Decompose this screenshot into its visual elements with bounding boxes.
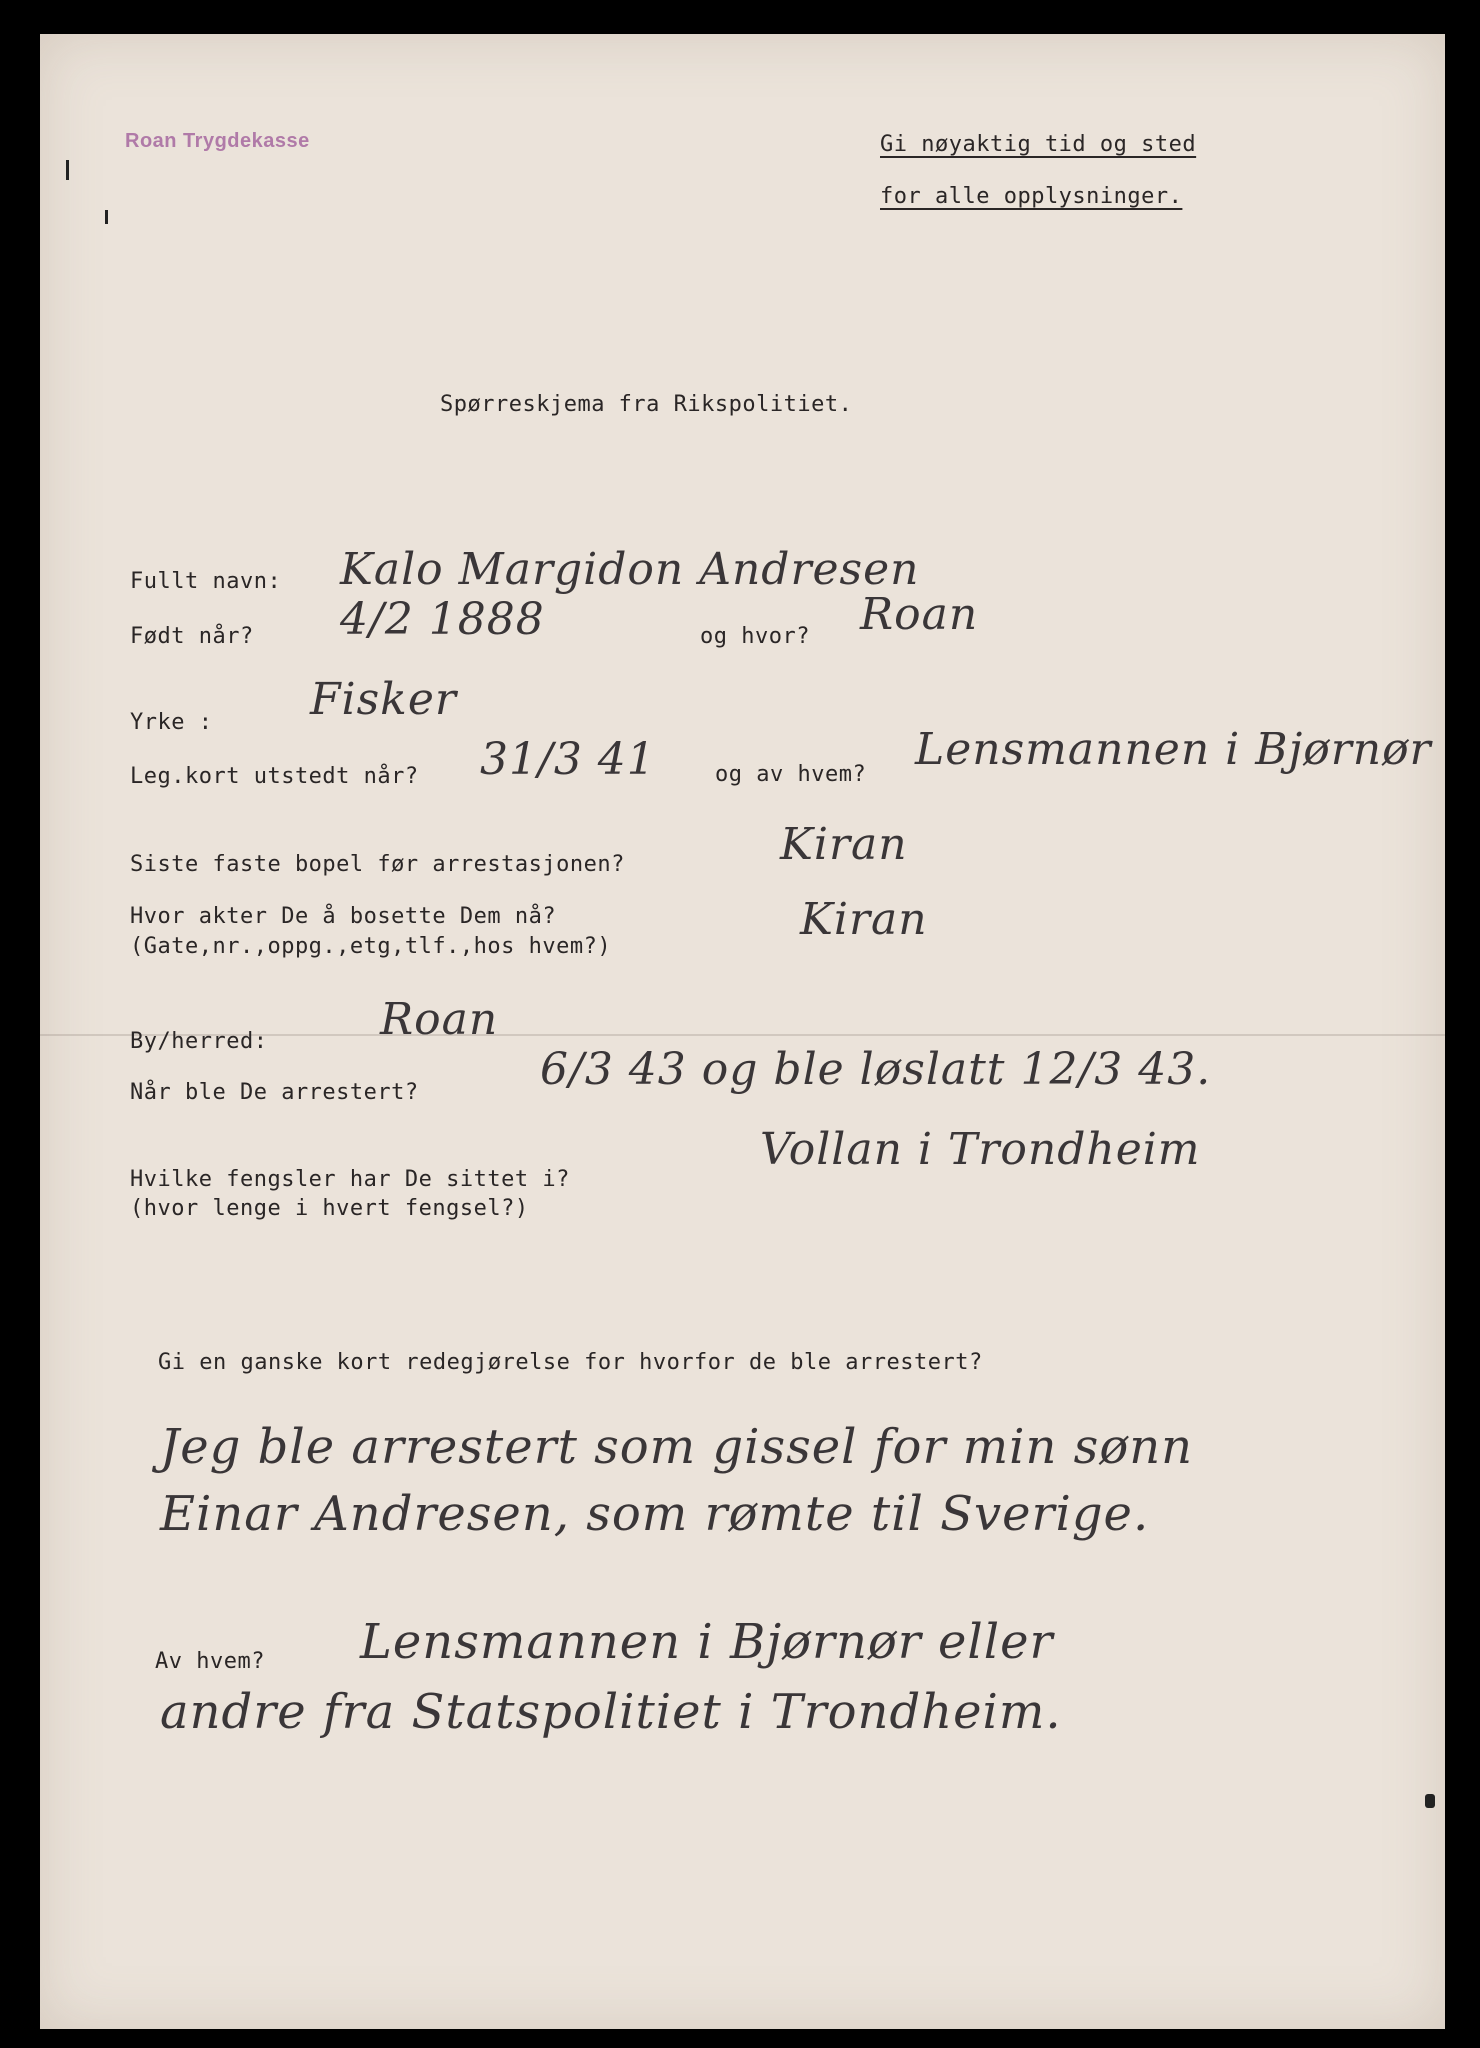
value-by-whom-line2: andre fra Statspolitiet i Trondheim. [160, 1684, 1062, 1740]
margin-mark-2 [105, 210, 108, 224]
value-fodt-hvor: Roan [860, 589, 979, 640]
value-legkort-nar: 31/3 41 [480, 734, 656, 785]
value-siste-bopel: Kiran [780, 819, 908, 870]
value-legkort-hvem: Lensmannen i Bjørnør [915, 724, 1432, 775]
value-by-herred: Roan [380, 994, 499, 1045]
value-reason-line1: Jeg ble arrestert som gissel for min sønn [160, 1419, 1194, 1475]
label-bosette-line1: Hvor akter De å bosette Dem nå? [130, 904, 557, 929]
label-fullt-navn: Fullt navn: [130, 569, 282, 594]
document-page [40, 34, 1445, 2029]
label-fodt-hvor: og hvor? [700, 624, 810, 649]
form-title: Spørreskjema fra Rikspolitiet. [440, 392, 853, 417]
label-legkort-nar: Leg.kort utstedt når? [130, 764, 419, 789]
edge-mark [1425, 1794, 1435, 1808]
value-fengsler: Vollan i Trondheim [760, 1124, 1201, 1175]
value-yrke: Fisker [310, 674, 457, 725]
label-fodt-nar: Født når? [130, 624, 254, 649]
value-fodt-nar: 4/2 1888 [340, 594, 545, 645]
label-arrestert: Når ble De arrestert? [130, 1080, 419, 1105]
value-bosette: Kiran [800, 894, 928, 945]
header-note-line1: Gi nøyaktig tid og sted [880, 132, 1197, 157]
header-note-line2: for alle opplysninger. [880, 184, 1183, 209]
label-by-whom: Av hvem? [155, 1649, 265, 1674]
label-legkort-hvem: og av hvem? [715, 762, 867, 787]
label-siste-bopel: Siste faste bopel før arrestasjonen? [130, 852, 625, 877]
stamp-roan-trygdekasse: Roan Trygdekasse [125, 130, 310, 152]
value-arrestert: 6/3 43 og ble løslatt 12/3 43. [540, 1044, 1212, 1095]
label-fengsler-line1: Hvilke fengsler har De sittet i? [130, 1167, 570, 1192]
margin-mark-1 [66, 160, 69, 180]
label-yrke: Yrke : [130, 710, 213, 735]
label-bosette-line2: (Gate,nr.,oppg.,etg,tlf.,hos hvem?) [130, 934, 612, 959]
label-fengsler-line2: (hvor lenge i hvert fengsel?) [130, 1196, 529, 1221]
value-by-whom-line1: Lensmannen i Bjørnør eller [360, 1614, 1054, 1670]
label-by-herred: By/herred: [130, 1029, 268, 1054]
value-reason-line2: Einar Andresen, som rømte til Sverige. [160, 1486, 1150, 1542]
label-reason: Gi en ganske kort redegjørelse for hvorfor de ble arrestert? [158, 1350, 983, 1375]
value-fullt-navn: Kalo Margidon Andresen [340, 544, 920, 595]
